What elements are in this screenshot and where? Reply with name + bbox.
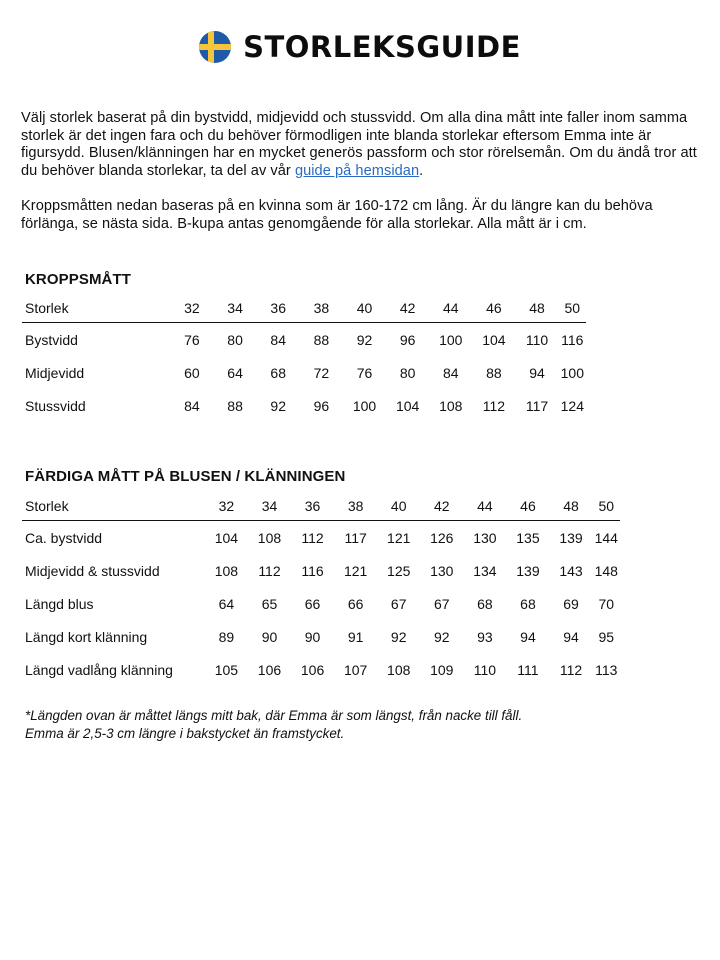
value-cell: 89 [218, 628, 235, 645]
row-label: Midjevidd & stussvidd [25, 562, 160, 579]
garment-measurements-table [22, 492, 620, 686]
row-label: Stussvidd [25, 397, 86, 414]
intro-text [21, 110, 701, 251]
table-row [22, 554, 620, 587]
size-header-cell: 34 [214, 294, 257, 323]
value-cell: 94 [520, 628, 536, 645]
table-row [22, 587, 620, 620]
value-cell: 88 [486, 364, 502, 381]
value-cell: 96 [313, 397, 330, 414]
size-header-cell: 38 [334, 492, 377, 521]
value-cell: 113 [595, 661, 618, 678]
value-cell: 108 [439, 397, 463, 414]
value-cell: 60 [184, 364, 200, 381]
size-header-cell: 48 [515, 294, 558, 323]
value-cell: 72 [313, 364, 330, 381]
value-cell: 106 [300, 661, 325, 678]
value-cell: 116 [301, 562, 324, 579]
value-cell: 121 [387, 529, 411, 546]
value-cell: 109 [430, 661, 454, 678]
size-header-cell: 42 [420, 492, 463, 521]
value-cell: 70 [598, 595, 615, 612]
value-cell: 135 [516, 529, 540, 546]
value-cell: 111 [517, 661, 539, 678]
value-cell: 130 [430, 562, 454, 579]
value-cell: 91 [347, 628, 364, 645]
value-cell: 80 [399, 364, 416, 381]
value-cell: 76 [356, 364, 373, 381]
value-cell: 125 [387, 562, 411, 579]
row-label: Midjevidd [25, 364, 85, 381]
value-cell: 148 [594, 562, 618, 579]
value-cell: 94 [563, 628, 579, 645]
body-measurements-title: KROPPSMÅTT [25, 271, 131, 288]
value-cell: 69 [563, 595, 579, 612]
row-label: Längd kort klänning [25, 628, 148, 645]
value-cell: 108 [387, 661, 411, 678]
value-cell: 100 [352, 397, 377, 414]
value-cell: 95 [598, 628, 615, 645]
value-cell: 100 [439, 331, 463, 348]
value-cell: 130 [473, 529, 497, 546]
size-header-cell: 50 [559, 294, 586, 323]
value-cell: 88 [227, 397, 243, 414]
intro-paragraph-2: Kroppsmåtten nedan baseras på en kvinna som är 160-172 cm lång. Är du längre kan du behöva förlänga, se nästa sida. B-kupa antas genomgående för alla storlekar. Alla mått är i cm. [21, 197, 653, 232]
size-header-cell: 40 [377, 492, 420, 521]
value-cell: 94 [529, 364, 545, 381]
header [0, 26, 720, 68]
size-header-cell: 44 [463, 492, 506, 521]
value-cell: 106 [257, 661, 282, 678]
value-cell: 112 [258, 562, 281, 579]
value-cell: 90 [261, 628, 278, 645]
size-header-cell: 40 [343, 294, 386, 323]
value-cell: 108 [257, 529, 282, 546]
value-cell: 104 [482, 331, 506, 348]
size-header-label: Storlek [22, 294, 170, 323]
value-cell: 80 [227, 331, 243, 348]
value-cell: 121 [343, 562, 368, 579]
value-cell: 66 [347, 595, 364, 612]
value-cell: 134 [473, 562, 497, 579]
size-header-label: Storlek [22, 492, 205, 521]
value-cell: 126 [430, 529, 454, 546]
value-cell: 64 [218, 595, 235, 612]
value-cell: 139 [559, 529, 583, 546]
footnote [25, 707, 685, 743]
value-cell: 105 [214, 661, 239, 678]
value-cell: 112 [301, 529, 324, 546]
row-label: Längd vadlång klänning [25, 661, 173, 678]
value-cell: 88 [313, 331, 330, 348]
table-row [22, 620, 620, 653]
value-cell: 107 [343, 661, 368, 678]
value-cell: 64 [227, 364, 243, 381]
value-cell: 65 [261, 595, 278, 612]
value-cell: 84 [442, 364, 459, 381]
value-cell: 139 [516, 562, 540, 579]
sweden-flag-icon [199, 31, 231, 63]
value-cell: 84 [270, 331, 286, 348]
value-cell: 84 [184, 397, 200, 414]
table-row [22, 653, 620, 686]
value-cell: 117 [525, 397, 549, 414]
flag-cross-horizontal [199, 44, 231, 50]
value-cell: 67 [434, 595, 450, 612]
size-header-cell: 32 [170, 294, 213, 323]
value-cell: 90 [304, 628, 321, 645]
value-cell: 117 [344, 529, 367, 546]
row-label: Bystvidd [25, 331, 78, 348]
table-row [22, 521, 620, 555]
value-cell: 76 [184, 331, 200, 348]
size-header-cell: 32 [205, 492, 248, 521]
intro-p1-text: Välj storlek baserat på din bystvidd, midjevidd och stussvidd. Om alla dina mått inte faller inom samma storlek är det ingen fara och du behöver förmodligen inte blanda storlekar eftersom Emma inte är figursydd. Blusen/klänningen har en mycket generös passform och stor rörelsemån. Om du ändå tror att du behöver blanda storlekar, ta del av vår [21, 110, 697, 179]
value-cell: 100 [560, 364, 584, 381]
table-header-row [22, 294, 586, 323]
size-header-cell: 48 [549, 492, 592, 521]
table-row [22, 389, 586, 422]
value-cell: 108 [214, 562, 239, 579]
guide-link[interactable]: guide på hemsidan [294, 162, 420, 179]
value-cell: 124 [560, 397, 584, 414]
value-cell: 96 [399, 331, 416, 348]
value-cell: 68 [520, 595, 536, 612]
size-header-cell: 38 [300, 294, 343, 323]
size-header-cell: 36 [291, 492, 334, 521]
value-cell: 144 [594, 529, 618, 546]
table-row [22, 323, 586, 357]
table-row [22, 356, 586, 389]
value-cell: 104 [395, 397, 420, 414]
row-label: Ca. bystvidd [25, 529, 103, 546]
value-cell: 110 [525, 331, 549, 348]
size-header-cell: 42 [386, 294, 429, 323]
size-header-cell: 44 [429, 294, 472, 323]
size-header-cell: 50 [593, 492, 620, 521]
intro-p1-end: . [419, 162, 424, 179]
value-cell: 92 [434, 628, 450, 645]
value-cell: 112 [559, 661, 583, 678]
body-measurements-table [22, 294, 586, 422]
size-header-cell: 46 [506, 492, 549, 521]
value-cell: 68 [270, 364, 286, 381]
value-cell: 104 [214, 529, 239, 546]
size-header-cell: 36 [257, 294, 300, 323]
intro-paragraph-1 [21, 110, 701, 180]
table-header-row [22, 492, 620, 521]
value-cell: 67 [390, 595, 407, 612]
value-cell: 110 [473, 661, 497, 678]
row-label: Längd blus [25, 595, 94, 612]
value-cell: 143 [559, 562, 583, 579]
garment-measurements-title: FÄRDIGA MÅTT PÅ BLUSEN / KLÄNNINGEN [25, 468, 346, 485]
value-cell: 112 [482, 397, 506, 414]
value-cell: 68 [477, 595, 493, 612]
value-cell: 92 [390, 628, 407, 645]
footnote-line-1: *Längden ovan är måttet längs mitt bak, där Emma är som längst, från nacke till fåll. [25, 708, 523, 723]
page-title: STORLEKSGUIDE [243, 30, 521, 64]
value-cell: 92 [356, 331, 373, 348]
value-cell: 116 [561, 331, 584, 348]
footnote-line-2: Emma är 2,5-3 cm längre i bakstycket än framstycket. [25, 726, 345, 741]
value-cell: 92 [270, 397, 286, 414]
value-cell: 66 [304, 595, 321, 612]
value-cell: 93 [477, 628, 493, 645]
size-header-cell: 34 [248, 492, 291, 521]
size-header-cell: 46 [472, 294, 515, 323]
